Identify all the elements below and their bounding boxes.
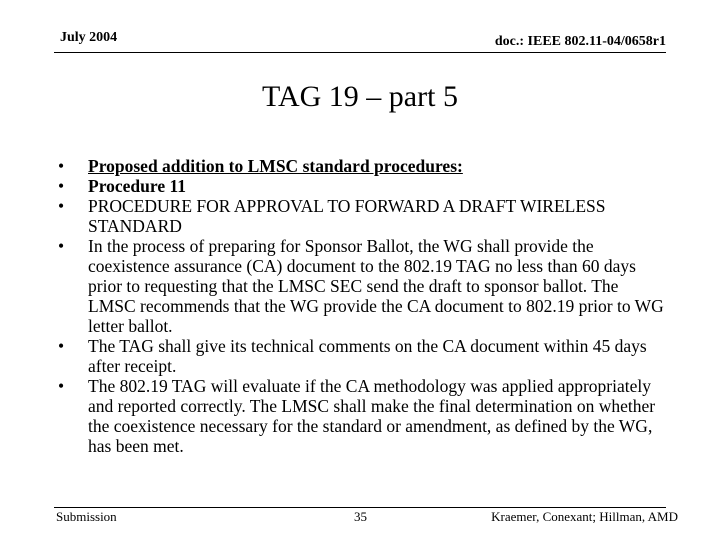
- footer-submission: Submission: [56, 509, 117, 524]
- bullet-text: The TAG shall give its technical comments on the CA document within 45 days after receipt.: [88, 336, 647, 376]
- bullet-item: [56, 236, 664, 336]
- header-date: July 2004: [60, 30, 118, 45]
- bullet-list: [56, 156, 664, 456]
- bullet-icon: •: [58, 176, 65, 196]
- bullet-icon: •: [58, 336, 65, 356]
- bullet-item: [56, 176, 664, 196]
- bullet-text: In the process of preparing for Sponsor Ballot, the WG shall provide the coexistence assurance (CA) document to the 802.19 TAG no less than 60 days prior to requesting that the LMSC SEC send the draft to sponsor ballot. The LMSC recommends that the WG provide the CA document to 802.19 prior to WG letter ballot.: [88, 236, 664, 336]
- bullet-item: [56, 196, 664, 236]
- bullet-text: The 802.19 TAG will evaluate if the CA methodology was applied appropriately and reported correctly. The LMSC shall make the final determination on whether the coexistence necessary for the standard or amendment, as defined by the WG, has been met.: [88, 376, 656, 456]
- bullet-text: PROCEDURE FOR APPROVAL TO FORWARD A DRAFT WIRELESS STANDARD: [88, 196, 606, 236]
- header-doc-id: doc.: IEEE 802.11-04/0658r1: [494, 34, 666, 49]
- bullet-icon: •: [58, 236, 65, 256]
- footer-divider: [54, 507, 666, 508]
- header-divider: [54, 52, 666, 53]
- bullet-item: [56, 156, 664, 176]
- bullet-text: Proposed addition to LMSC standard procedures:: [88, 156, 463, 176]
- footer-page-number: 35: [354, 509, 367, 524]
- bullet-icon: •: [58, 196, 65, 216]
- slide-title: TAG 19 – part 5: [262, 80, 458, 113]
- bullet-item: [56, 336, 664, 376]
- bullet-item: [56, 376, 664, 456]
- bullet-icon: •: [58, 156, 65, 176]
- bullet-text: Procedure 11: [88, 176, 187, 196]
- footer-authors: Kraemer, Conexant; Hillman, AMD: [491, 509, 678, 524]
- bullet-icon: •: [58, 376, 65, 396]
